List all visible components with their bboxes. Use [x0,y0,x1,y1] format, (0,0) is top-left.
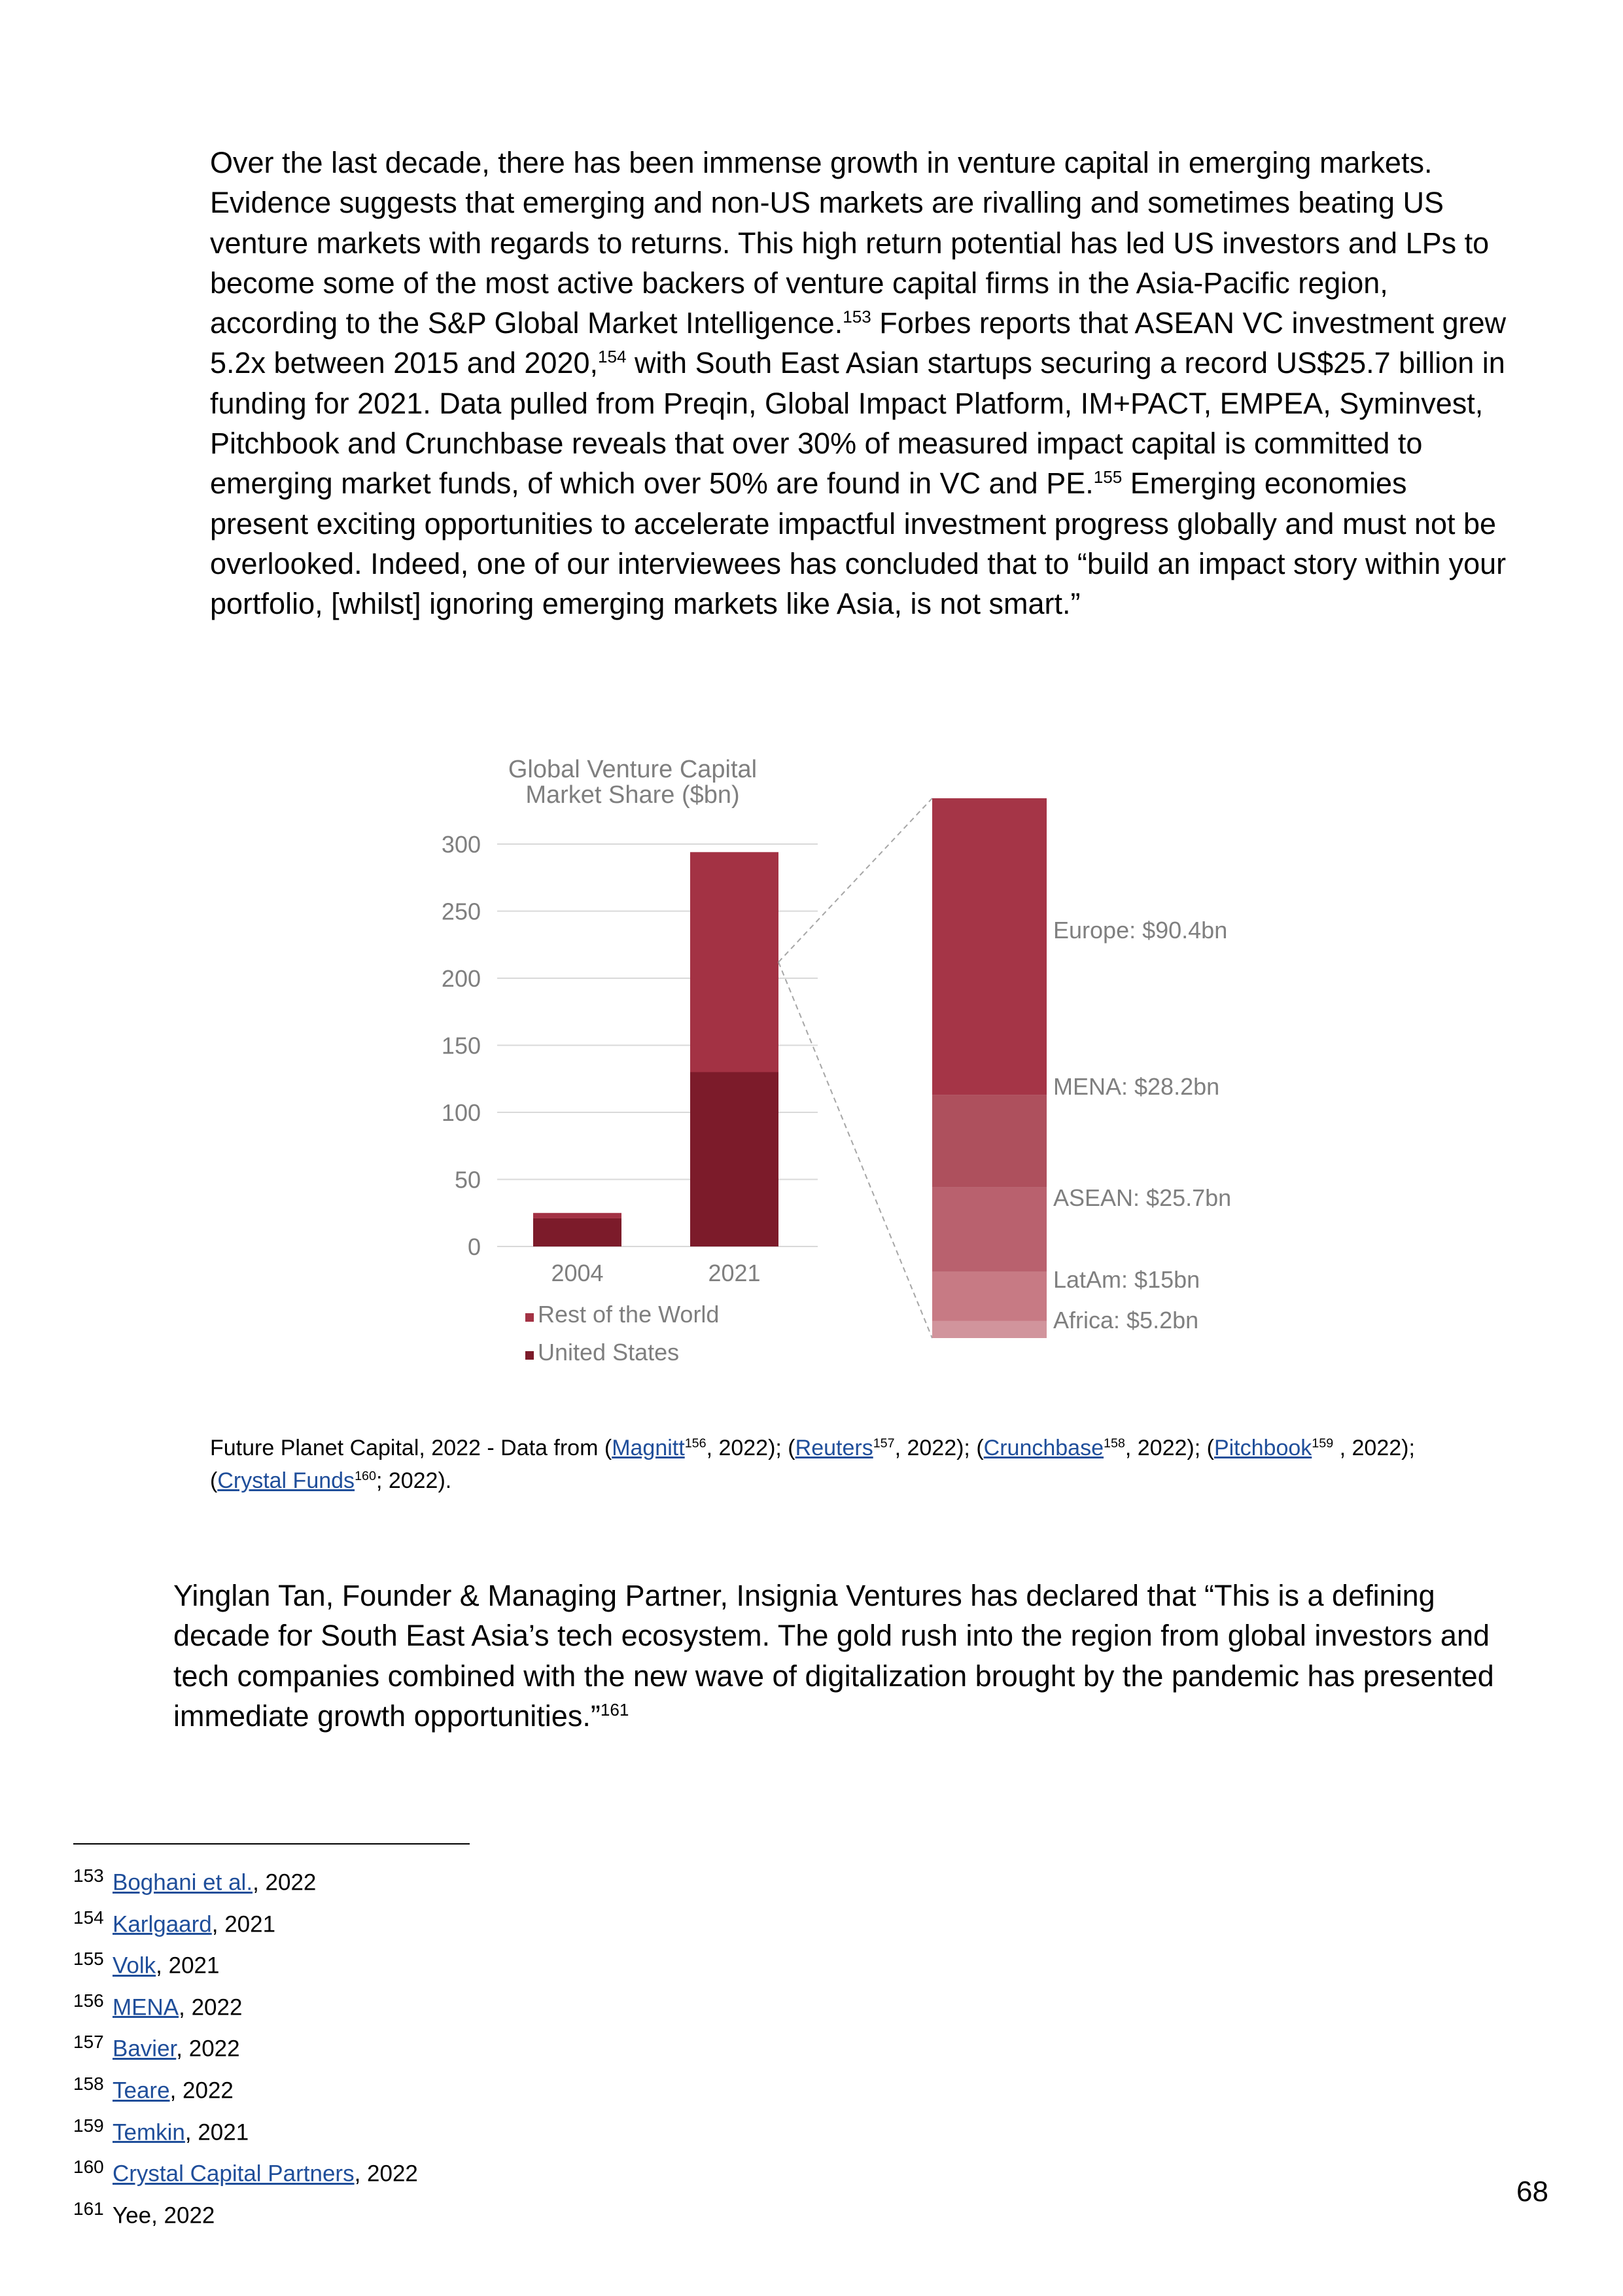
footnote [73,2024,418,2066]
stacked-bars [533,852,778,1286]
footnote [73,1900,418,1942]
footnote-text: , 2021 [211,1911,276,1937]
source-link-crunchbase[interactable]: Crunchbase [983,1436,1104,1460]
footnote-text: , 2022 [354,2161,418,2187]
footnote-ref[interactable]: 155 [1093,467,1123,487]
breakdown-label: ASEAN: $25.7bn [1053,1184,1232,1211]
source-link-crystal-funds[interactable]: Crystal Funds [217,1468,355,1493]
footnote-text: , 2021 [156,1952,220,1979]
footnote-ref[interactable]: 157 [873,1436,895,1451]
y-tick-label: 100 [441,1099,481,1126]
footnote-text: Yee, 2022 [113,2202,215,2229]
footnote [73,2066,418,2108]
footnote [73,2191,418,2233]
footnote [73,2149,418,2191]
source-link-pitchbook[interactable]: Pitchbook [1213,1436,1312,1460]
bar-segment [690,852,778,1072]
footnote-number: 153 [73,1865,104,1886]
breakdown-label: MENA: $28.2bn [1053,1073,1220,1100]
breakdown-segment [932,1272,1047,1321]
caption-text: , 2022); ( [706,1436,795,1460]
y-tick-label: 300 [441,831,481,858]
connector-line [778,798,932,962]
footnotes-list [73,1858,418,2233]
footnote-number: 159 [73,2115,104,2136]
x-tick-label: 2021 [708,1260,761,1286]
breakdown-segment [932,798,1047,1095]
footnote-number: 156 [73,1990,104,2011]
footnote-text: , 2022 [176,2036,240,2062]
footnote-text: , 2022 [169,2077,234,2104]
chart-title-line-2: Market Share ($bn) [525,781,740,809]
y-tick-label: 0 [467,1233,481,1260]
footnote-link[interactable]: Temkin [113,2119,185,2146]
footnote-ref[interactable]: 153 [843,307,871,327]
footnote-ref[interactable]: 160 [355,1468,376,1483]
caption-text: , 2022); ( [210,1436,1415,1493]
legend-swatch [525,1313,534,1322]
source-link-magnitt[interactable]: Magnitt [612,1436,685,1460]
bar-segment [533,1213,621,1218]
legend-swatch [525,1351,534,1360]
page-number: 68 [1516,2176,1548,2208]
footnote-text: , 2022 [179,1994,243,2021]
bar-segment [533,1218,621,1246]
footnote-ref[interactable]: 161 [600,1699,629,1720]
intro-text-4: Emerging economies present exciting opportunities to accelerate impactful investment progress globally and must not be overlooked. Indeed, one of our interviewees has concluded that to “build an impact story within your portfolio, [whilst] ignoring emerging markets like Asia, is not smart.” [210,467,1507,621]
footnote-number: 160 [73,2157,104,2178]
footnote-ref[interactable]: 156 [684,1436,707,1451]
footnote [73,1983,418,2025]
intro-text-2: Forbes reports that ASEAN VC investment grew 5.2x between 2015 and 2020, [210,306,1507,380]
footnote-link[interactable]: Volk [113,1952,156,1979]
quote-text: Yinglan Tan, Founder & Managing Partner, Insignia Ventures has declared that “This is a defining decade for South East Asia’s tech ecosystem. The gold rush into the region from global investors and tech companies combined with the new wave of digitalization brought by the pandemic has presented immediate growth opportunities.” [173,1579,1494,1733]
footnote [73,1941,418,1983]
legend-label: United States [538,1339,680,1366]
breakdown-segment [932,1321,1047,1338]
bar-segment [690,1072,778,1247]
footnote-number: 155 [73,1949,104,1969]
footnote [73,2108,418,2150]
y-tick-label: 200 [441,965,481,992]
caption-text: , 2022); ( [1125,1436,1214,1460]
footnote-number: 154 [73,1907,104,1928]
connector-line [778,962,932,1338]
y-tick-label: 150 [441,1032,481,1059]
legend-label: Rest of the World [538,1301,720,1328]
footnote-divider [73,1843,470,1845]
vc-market-share-chart [393,739,1256,1368]
chart-legend [525,1301,719,1366]
intro-text-1: Over the last decade, there has been immense growth in venture capital in emerging markets. Evidence suggests that emerging and non-US markets are rivalling and sometimes beating US venture markets with regards to returns. This high return potential has led US investors and LPs to become some of the most active backers of venture capital firms in the Asia-Pacific region, according to the S&P Global Market Intelligence. [210,146,1490,340]
footnote [73,1858,418,1900]
breakdown-connectors [778,798,932,1338]
breakdown-segment [932,1188,1047,1272]
y-tick-label: 250 [441,898,481,925]
breakdown-label: Europe: $90.4bn [1053,917,1228,944]
y-tick-label: 50 [454,1166,481,1193]
footnote-link[interactable]: Teare [113,2077,170,2104]
x-tick-label: 2004 [551,1260,604,1286]
intro-text-3: with South East Asian startups securing a record US$25.7 billion in funding for 2021. Data pulled from Preqin, Global Impact Platform, IM+PACT, EMPEA, Syminvest, Pitchbook and Crunchbase reveals that over 30% of measured impact capital is committed to emerging market funds, of which over 50% are found in VC and PE. [210,346,1505,501]
footnote-ref[interactable]: 159 [1312,1436,1334,1451]
footnote-number: 157 [73,2032,104,2053]
intro-paragraph [210,143,1512,624]
footnote-link[interactable]: Boghani et al. [113,1869,253,1896]
caption-text: Future Planet Capital, 2022 - Data from ( [210,1436,612,1460]
footnote-ref[interactable]: 154 [598,347,627,367]
breakdown-label: Africa: $5.2bn [1053,1307,1199,1333]
footnote-link[interactable]: Bavier [113,2036,177,2062]
footnote-number: 158 [73,2073,104,2094]
footnote-text: , 2021 [184,2119,249,2146]
footnote-ref[interactable]: 158 [1104,1436,1125,1451]
footnote-number: 161 [73,2198,104,2219]
footnote-link[interactable]: Crystal Capital Partners [113,2161,355,2187]
breakdown-label: LatAm: $15bn [1053,1266,1200,1293]
chart-title-line-1: Global Venture Capital [508,756,758,783]
footnote-text: , 2022 [253,1869,317,1896]
chart-caption [210,1432,1492,1497]
breakdown-segment [932,1095,1047,1187]
footnote-link[interactable]: MENA [113,1994,179,2021]
caption-text: , 2022); ( [894,1436,984,1460]
caption-text: ; 2022). [375,1468,452,1493]
footnote-link[interactable]: Karlgaard [113,1911,212,1937]
source-link-reuters[interactable]: Reuters [795,1436,873,1460]
quote-paragraph [173,1576,1495,1736]
breakdown-bar [932,798,1231,1338]
